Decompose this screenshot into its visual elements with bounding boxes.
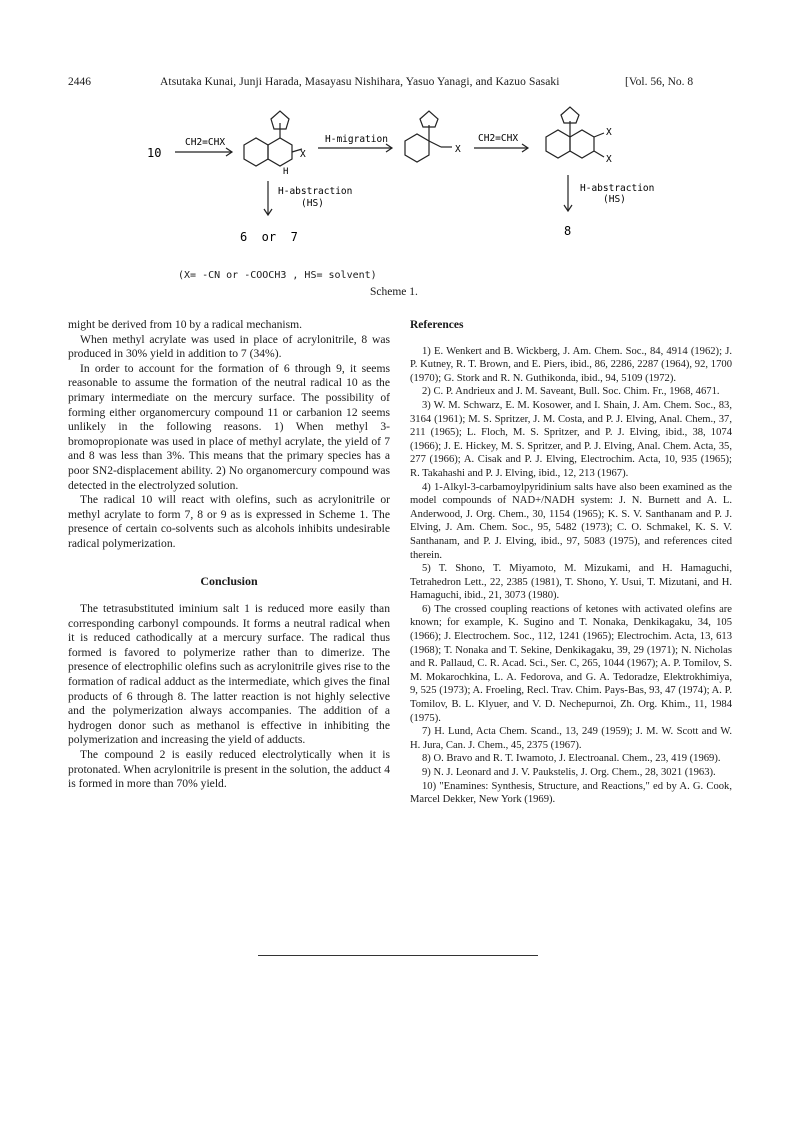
scheme-migration-label: H-migration: [325, 134, 388, 145]
conclusion-paragraph: The tetrasubstituted iminium salt 1 is reduced more easily than corresponding carbonyl compounds. It forms a neutral radical when it is reduced cathodically at a mercury surface. The radical thus formed is favored to polymerize rather than to dimerize. The presence of electrophilic olefins such as acrylonitrile gives rise to the formation of radical adduct as the intermediate, which gives the final products of 6 through 8. The latter reaction is not highly selective and the polymerization always accompanies. The addition of a hydrogen donor such as methanol is effective in inhibiting the polymerization and increasing the yield of adducts.: [68, 602, 390, 747]
scheme-hs-left: (HS): [301, 198, 324, 209]
scheme-start-compound: 10: [147, 146, 162, 160]
reference-item: 3) W. M. Schwarz, E. M. Kosower, and I. Shain, J. Am. Chem. Soc., 83, 3164 (1961); M. S. Spritzer, J. M. Costa, and P. J. Elving, Anal. Chem., 37, 211 (1965); L. Floch, M. S. Spritzer, and P. J. Elving, ibid., 38, 1074 (1966); J. E. Hickey, M. S. Spritzer, and P. J. Elving, Anal. Chem. Acta, 35, 277 (1966); A. Cisak and P. J. Elving, Electrochim. Acta, 10, 935 (1965); R. Takahashi and P. J. Elving, ibid., 12, 213 (1967).: [410, 399, 732, 479]
scheme-h: H: [283, 167, 289, 177]
reference-item: 6) The crossed coupling reactions of ketones with activated olefins are known; for example, K. Sugino and T. Nonaka, Denkikagaku, 34, 105 (1966); J. Electrochem. Soc., 112, 1241 (1965); Electrochim. Acta, 13, 613 (1968); T. Nonaka and T. Sekine, Denkikagaku, 39, 29 (1971); N. Nicholas and R. Pallaud, C. R. Acad. Sci., Ser. C, 265, 1044 (1967); A. P. Tomilov, S. M. Mokarochkina, L. A. Fedorova, and G. A. Tedoradze, Elektrokhimiya, 9, 525 (1973); A. Froeling, Recl. Trav. Chim. Pays-Bas, 93, 47 (1974); A. P. Tomilov, B. L. Klyuer, and V. D. Nechepurnoi, Zh. Org. Khim., 11, 1984 (1975).: [410, 603, 732, 724]
reference-item: 8) O. Bravo and R. T. Iwamoto, J. Electroanal. Chem., 23, 419 (1969).: [422, 753, 721, 765]
scheme-products-left: 6 or 7: [240, 230, 298, 244]
scheme-product-right: 8: [564, 224, 572, 238]
body-paragraph: The radical 10 will react with olefins, such as acrylonitrile or methyl acrylate to form 7, 8 or 9 as is expressed in Scheme 1. The presence of certain co-solvents such as alcohols inhibits undesirable radical polymerization.: [68, 493, 390, 550]
end-rule: [258, 955, 538, 956]
reference-item: 10) "Enamines: Synthesis, Structure, and Reactions," ed by A. G. Cook, Marcel Dekker, New York (1969).: [410, 780, 732, 806]
reference-item: 5) T. Shono, T. Miyamoto, M. Mizukami, and H. Hamaguchi, Tetrahedron Lett., 22, 2385 (1981), T. Shono, Y. Usui, T. Mizutani, and H. Hamaguchi, ibid., 21, 3073 (1980).: [410, 563, 732, 602]
reference-item: 2) C. P. Andrieux and J. M. Saveant, Bull. Soc. Chim. Fr., 1968, 4671.: [422, 386, 720, 398]
conclusion-paragraph: The compound 2 is easily reduced electrolytically when it is protonated. When acrylonitrile is present in the solution, the adduct 4 is formed in more than 70% yield.: [68, 748, 390, 791]
scheme-reagent-1: CH2=CHX: [185, 137, 226, 148]
running-header-authors: Atsutaka Kunai, Junji Harada, Masayasu Nishihara, Yasuo Yanagi, and Kazuo Sasaki: [160, 76, 560, 88]
reference-item: 7) H. Lund, Acta Chem. Scand., 13, 249 (1959); J. M. W. Scott and W. H. Jura, Can. J. Chem., 45, 2375 (1967).: [410, 726, 732, 751]
scheme-caption: Scheme 1.: [370, 286, 418, 298]
scheme-abstraction-left: H-abstraction: [278, 186, 353, 197]
reaction-scheme: [0, 95, 793, 305]
reference-item: 4) 1-Alkyl-3-carbamoylpyridinium salts have also been examined as the model compounds of NAD+/NADH system: J. N. Burnett and A. L. Anderwood, J. Org. Chem., 30, 1154 (1965); K. S. V. Santhanam and P. J. Elving, J. Am. Chem. Soc., 95, 5482 (1973); C. O. Schmakel, K. S. V. Santhanam, and P. J. Elving, ibid., 97, 5083 (1975), and references cited therein.: [410, 481, 732, 561]
scheme-reagent-2: CH2=CHX: [478, 133, 519, 144]
body-paragraph: In order to account for the formation of 6 through 9, it seems reasonable to assume the formation of the neutral radical 10 as the primary intermediate on the mercury surface. The possibility of forming either organomercury compound 11 or carbanion 12 seems unlikely in the following reasons. 1) When methyl 3-bromopropionate was used in place of methyl acrylate, the yield of 7 and 8 was less than 3%. This means that the primary species has a poor SN2-displacement ability. 2) No organomercury compound was detected in the electrolyzed solution.: [68, 361, 390, 492]
scheme-x-1: X: [300, 149, 306, 160]
volume-label: [Vol. 56, No. 8: [625, 76, 694, 88]
scheme-hs-right: (HS): [603, 194, 626, 205]
body-paragraph: When methyl acrylate was used in place of acrylonitrile, 8 was produced in 30% yield in addition to 7 (34%).: [68, 332, 390, 361]
scheme-x-4: X: [606, 154, 612, 165]
right-column: [410, 318, 732, 807]
reference-item: 9) N. J. Leonard and J. V. Paukstelis, J. Org. Chem., 28, 3021 (1963).: [422, 767, 716, 778]
scheme-x-3: X: [606, 127, 612, 138]
body-paragraph: might be derived from 10 by a radical mechanism.: [68, 318, 303, 331]
page-number: 2446: [68, 76, 91, 88]
conclusion-heading: Conclusion: [200, 573, 258, 588]
scheme-legend: (X= -CN or -COOCH3 , HS= solvent): [178, 270, 377, 281]
reference-item: 1) E. Wenkert and B. Wickberg, J. Am. Chem. Soc., 84, 4914 (1962); J. P. Kutney, R. T. Brown, and E. Piers, ibid., 86, 2286, 2287 (1964), 92, 1700 (1970); G. Stork and R. N. Guthikonda, ibid., 94, 5109 (1972).: [410, 345, 732, 384]
left-column: [68, 318, 390, 792]
references-heading: References: [410, 319, 464, 331]
scheme-x-2: X: [455, 144, 461, 155]
scheme-abstraction-right: H-abstraction: [580, 183, 655, 194]
